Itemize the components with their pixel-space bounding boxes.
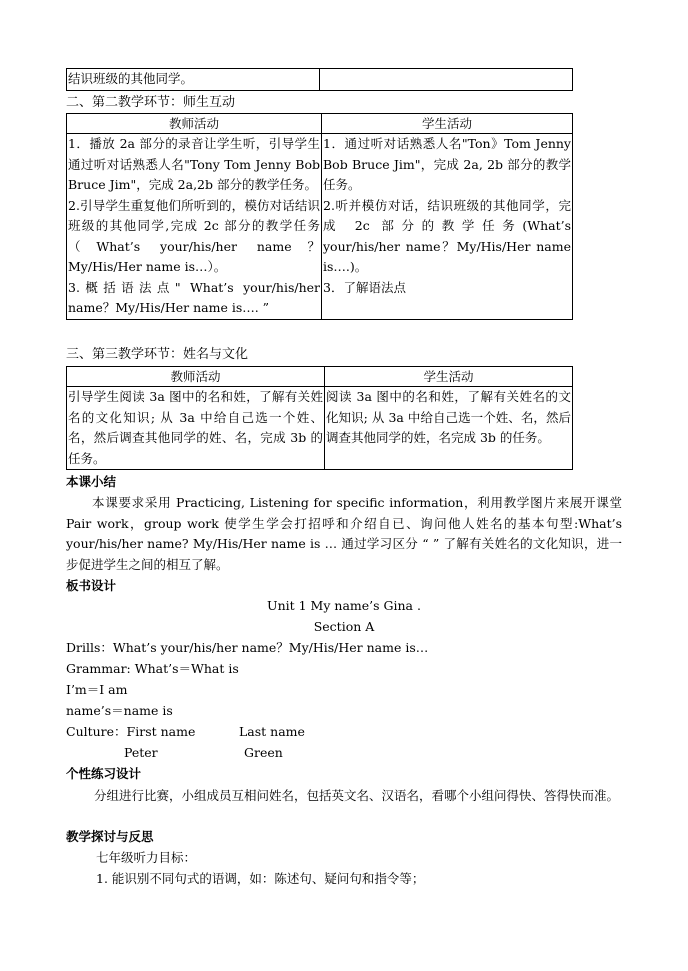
teacher-activity-2: 2.引导学生重复他们所听到的，模仿对话结识班级的其他同学,完成 2c 部分的教学任务（What’s your/his/her name？My/His/Her name is…）。 — [68, 197, 320, 274]
board-peter: Peter — [124, 745, 158, 760]
section3-student-cell: 阅读 3a 图中的名和姓，了解有关姓名的文化知识; 从 3a 中给自己选一个姓、名，然后调查其他同学的姓，名完成 3b 的任务。 — [325, 387, 573, 470]
board-im: I’m＝I am — [66, 682, 128, 697]
reflection-title: 教学探讨与反思 — [66, 829, 154, 844]
section2-table — [66, 113, 573, 320]
teacher-activity-3: 3.概括语法点" What’s your/his/her name？My/His/Her name is…. ” — [68, 279, 320, 315]
reflection-item-1: 1. 能识别不同句式的语调，如：陈述句、疑问句和指令等； — [96, 871, 425, 886]
section3-title: 三、第三教学环节：姓名与文化 — [66, 347, 249, 362]
practice-text: 分组进行比赛，小组成员互相问姓名，包括英文名、汉语名，看哪个小组问得快、答得快而准。 — [94, 788, 620, 803]
continuation-right-cell — [320, 69, 573, 91]
section2-teacher-cell — [67, 134, 322, 320]
board-culture-label: Culture：First name — [66, 724, 196, 739]
board-title: 板书设计 — [66, 578, 117, 593]
section3-teacher-header: 教师活动 — [67, 367, 325, 387]
section2-student-cell — [322, 134, 573, 320]
teacher-activity-1: 1．播放 2a 部分的录音让学生听，引导学生通过听对话熟悉人名"Tony Tom Jenny Bob Bruce Jim"，完成 2a,2b 部分的教学任务。 — [68, 136, 320, 192]
board-unit: Unit 1 My name’s Gina . — [267, 598, 421, 613]
summary-title: 本课小结 — [66, 474, 117, 489]
board-grammar: Grammar: What’s＝What is — [66, 661, 239, 676]
board-last-name: Last name — [239, 724, 305, 739]
board-green: Green — [244, 745, 283, 760]
summary-text: 本课要求采用 Practicing, Listening for specific information，利用教学图片来展开课堂 Pair work，group work 使学生学会打招呼和介绍自已、询问他人姓名的基本句型:What’s your/his/her name? My/His/Her name is … 通过学习区分 “ ” 了解有关姓名的文化知识，进一步促进学生之间的相互了解。 — [66, 495, 622, 572]
section2-student-header: 学生活动 — [322, 114, 573, 134]
section2-title: 二、第二教学环节：师生互动 — [66, 95, 236, 110]
student-activity-3: 3．了解语法点 — [323, 279, 406, 295]
board-drills: Drills：What’s your/his/her name？My/His/Her name is… — [66, 640, 429, 655]
reflection-goal: 七年级听力目标： — [96, 850, 197, 865]
section2-teacher-header: 教师活动 — [67, 114, 322, 134]
continuation-table — [66, 68, 573, 91]
continuation-left-cell: 结识班级的其他同学。 — [67, 69, 320, 91]
section3-student-header: 学生活动 — [325, 367, 573, 387]
practice-title: 个性练习设计 — [66, 766, 142, 781]
student-activity-1: 1．通过听对话熟悉人名"Ton》Tom Jenny Bob Bruce Jim"，完成 2a, 2b 部分的教学任务。 — [323, 136, 571, 192]
student-activity-2: 2.听并模仿对话，结识班级的其他同学，完成 2c 部分的教学任务(What’s your/his/her name？My/His/Her name is….)。 — [323, 197, 571, 274]
section3-table — [66, 366, 573, 470]
board-section: Section A — [313, 619, 375, 634]
board-names: name’s＝name is — [66, 703, 173, 718]
section3-teacher-cell: 引导学生阅读 3a 图中的名和姓，了解有关姓名的文化知识; 从 3a 中给自己选一个姓、名，然后调查其他同学的姓、名，完成 3b 的任务。 — [67, 387, 325, 470]
